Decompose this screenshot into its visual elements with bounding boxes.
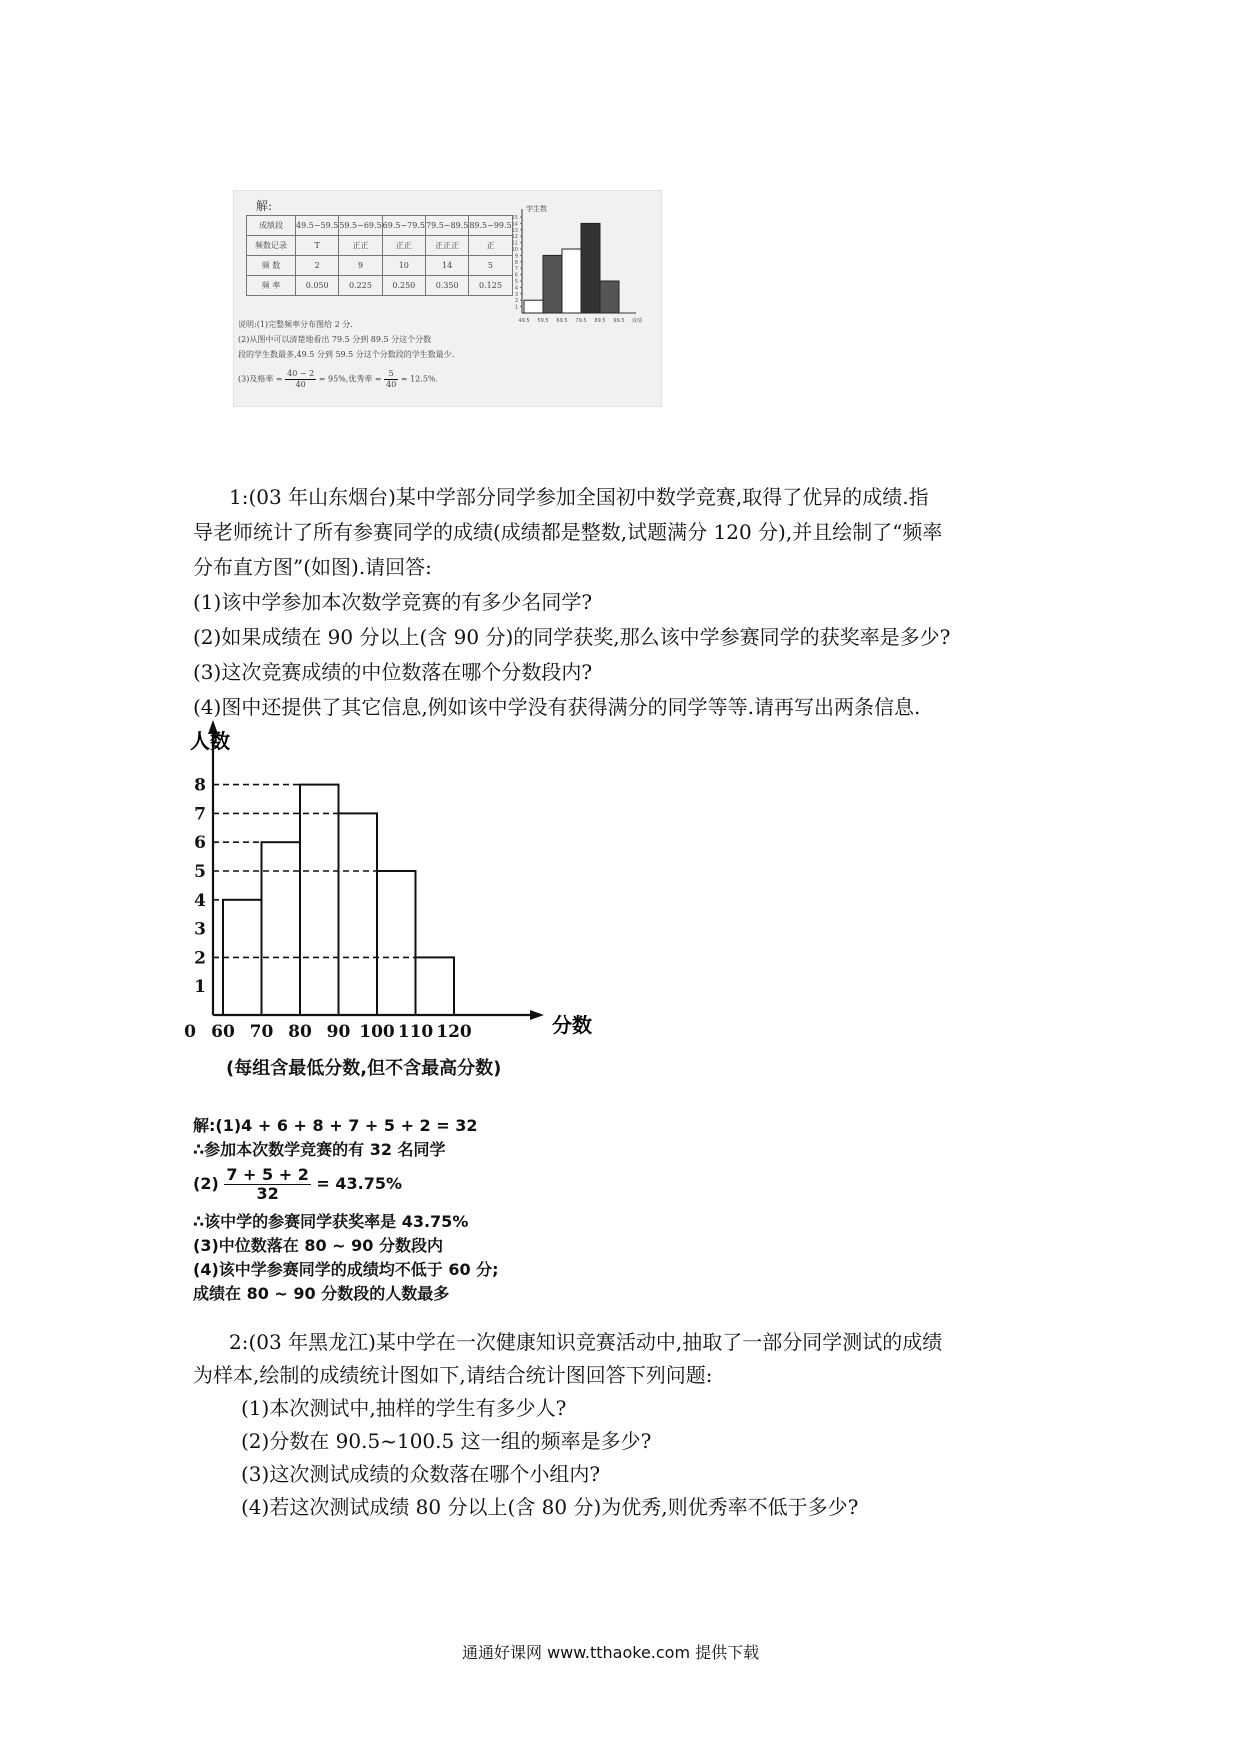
- mini-x-tick-label: 49.5: [518, 318, 530, 324]
- table-row: [247, 276, 513, 296]
- problem1-line: 导老师统计了所有参赛同学的成绩(成绩都是整数,试题满分 120 分),并且绘制了“频率: [193, 520, 943, 544]
- formula-text: (3)及格率 =: [238, 374, 283, 384]
- x-tick-label: 120: [436, 1022, 472, 1042]
- table-cell: T: [296, 236, 339, 256]
- problem1-line: 分布直方图”(如图).请回答:: [193, 555, 432, 579]
- mini-histogram-bar: [543, 255, 562, 313]
- x-tick-label: 100: [359, 1022, 395, 1042]
- histogram-bar: [262, 842, 301, 1015]
- mini-x-tick-label: 99.5: [613, 318, 625, 324]
- y-tick-label: 4: [194, 890, 206, 911]
- mini-y-tick-label: 3: [514, 291, 518, 298]
- scan-note: 段的学生数最多,49.5 分到 59.5 分这个分数段的学生数最少.: [238, 350, 455, 359]
- problem2-line: 为样本,绘制的成绩统计图如下,请结合统计图回答下列问题:: [193, 1363, 713, 1387]
- problem1-question: (4)图中还提供了其它信息,例如该中学没有获得满分的同学等等.请再写出两条信息.: [193, 695, 921, 719]
- y-tick-label: 8: [194, 775, 206, 796]
- x-tick-label: 90: [326, 1022, 351, 1042]
- fraction-numerator: 5: [384, 369, 398, 380]
- solution-line-fraction: [193, 1166, 402, 1203]
- table-cell: 0.125: [469, 276, 512, 296]
- mini-y-tick-label: 7: [514, 266, 518, 273]
- table-cell: 频数记录: [247, 236, 296, 256]
- mini-y-tick-label: 14: [511, 221, 518, 228]
- table-cell: 5: [469, 256, 512, 276]
- table-cell: 正: [469, 236, 512, 256]
- mini-histogram-bar: [581, 223, 600, 313]
- table-cell: 0.225: [339, 276, 382, 296]
- mini-histogram-bar: [524, 300, 543, 313]
- table-cell: 0.350: [425, 276, 468, 296]
- mini-y-tick-label: 4: [514, 285, 518, 292]
- fraction: [224, 1166, 311, 1203]
- x-tick-label: 70: [249, 1022, 274, 1042]
- y-tick-label: 2: [194, 948, 206, 969]
- table-cell: 频 率: [247, 276, 296, 296]
- mini-y-tick-label: 13: [511, 227, 518, 234]
- mini-y-tick-label: 11: [511, 240, 518, 247]
- histogram-bar: [377, 871, 416, 1015]
- footer-text: 通通好课网 www.tthaoke.com 提供下载: [462, 1643, 760, 1662]
- problem2-question: (1)本次测试中,抽样的学生有多少人?: [241, 1396, 567, 1420]
- mini-histogram: [504, 203, 654, 333]
- frequency-table: [246, 215, 513, 296]
- problem1-line: 1:(03 年山东烟台)某中学部分同学参加全国初中数学竞赛,取得了优异的成绩.指: [229, 485, 929, 509]
- mini-y-tick-label: 12: [511, 234, 518, 241]
- mini-y-tick-label: 1: [514, 304, 518, 311]
- solution-line: ∴该中学的参赛同学获奖率是 43.75%: [193, 1212, 469, 1231]
- table-cell: 14: [425, 256, 468, 276]
- table-cell: 正正正: [425, 236, 468, 256]
- table-cell: 频 数: [247, 256, 296, 276]
- mini-x-tick-label: 59.5: [537, 318, 549, 324]
- fraction-denominator: 40: [295, 380, 306, 389]
- mini-y-tick-label: 5: [514, 279, 518, 285]
- solution-line: 成绩在 80 ~ 90 分数段的人数最多: [193, 1284, 450, 1303]
- scan-note: 说明:(1)完整频率分布图给 2 分.: [238, 320, 353, 329]
- table-cell: 69.5~79.5: [382, 216, 425, 236]
- table-cell: 79.5~89.5: [425, 216, 468, 236]
- table-cell: 59.5~69.5: [339, 216, 382, 236]
- histogram-bar: [339, 813, 378, 1015]
- solution-line: 解:(1)4 + 6 + 8 + 7 + 5 + 2 = 32: [193, 1116, 478, 1135]
- problem2-question: (2)分数在 90.5~100.5 这一组的频率是多少?: [241, 1429, 652, 1453]
- fraction-denominator: 32: [256, 1184, 279, 1203]
- problem1-question: (3)这次竞赛成绩的中位数落在哪个分数段内?: [193, 660, 593, 684]
- fraction: [384, 369, 398, 390]
- table-cell: 正正: [382, 236, 425, 256]
- solution-line: ∴参加本次数学竞赛的有 32 名同学: [193, 1140, 446, 1159]
- mini-y-tick-label: 6: [514, 272, 518, 279]
- mini-x-tick-label: 79.5: [575, 318, 587, 324]
- formula-text: = 95%,优秀率 =: [318, 374, 382, 384]
- y-tick-label: 5: [194, 862, 206, 882]
- histogram-bars: [223, 785, 454, 1015]
- scanned-solution-image: [233, 190, 662, 407]
- fraction-numerator: 7 + 5 + 2: [226, 1165, 309, 1184]
- table-cell: 0.050: [296, 276, 339, 296]
- mini-y-axis-label: 学生数: [526, 205, 547, 213]
- problem2-question: (3)这次测试成绩的众数落在哪个小组内?: [241, 1462, 601, 1486]
- y-tick-label: 1: [194, 977, 206, 998]
- mini-y-tick-label: 2: [514, 298, 518, 305]
- x-tick-labels: [184, 1022, 472, 1042]
- mini-histogram-bar: [600, 281, 619, 313]
- mini-x-tick-label: 89.5: [594, 318, 606, 324]
- y-tick-label: 7: [194, 804, 206, 825]
- chart-caption: (每组含最低分数,但不含最高分数): [226, 1058, 502, 1079]
- x-axis-label: 分数: [552, 1013, 592, 1037]
- x-tick-label: 60: [211, 1022, 235, 1042]
- mini-histogram-bar: [562, 249, 581, 313]
- problem1-question: (1)该中学参加本次数学竞赛的有多少名同学?: [193, 590, 593, 614]
- table-cell: 0.250: [382, 276, 425, 296]
- x-tick-label: 0: [184, 1022, 196, 1042]
- fraction-denominator: 40: [386, 380, 397, 389]
- formula-text: = 12.5%.: [400, 374, 439, 384]
- mini-y-tick-label: 10: [511, 247, 518, 253]
- y-axis-label: 人数: [190, 729, 230, 753]
- y-tick-label: 6: [194, 833, 206, 854]
- histogram-bar: [416, 957, 455, 1015]
- problem1-question: (2)如果成绩在 90 分以上(含 90 分)的同学获奖,那么该中学参赛同学的获奖率是多少?: [193, 625, 951, 649]
- scan-header: 解:: [256, 199, 273, 213]
- table-cell: 成绩段: [247, 216, 296, 236]
- x-tick-label: 110: [397, 1022, 434, 1042]
- mini-y-tick-label: 8: [514, 259, 518, 266]
- x-tick-label: 80: [288, 1022, 312, 1042]
- mini-x-axis-label: 成绩: [632, 318, 643, 324]
- score-histogram: [180, 716, 600, 1052]
- solution-line: (3)中位数落在 80 ~ 90 分数段内: [193, 1236, 443, 1255]
- solution-text: (2): [193, 1174, 219, 1193]
- problem2-line: 2:(03 年黑龙江)某中学在一次健康知识竞赛活动中,抽取了一部分同学测试的成绩: [229, 1330, 943, 1354]
- scan-note-formula: [238, 369, 438, 390]
- table-cell: 9: [339, 256, 382, 276]
- x-axis-arrow: [530, 1010, 544, 1020]
- table-row: [247, 236, 513, 256]
- table-cell: 2: [296, 256, 339, 276]
- histogram-bar: [300, 785, 339, 1015]
- y-tick-label: 3: [194, 919, 206, 940]
- fraction: [285, 369, 316, 390]
- fraction-numerator: 40 − 2: [287, 369, 315, 378]
- table-row: [247, 256, 513, 276]
- solution-text: = 43.75%: [316, 1174, 403, 1193]
- solution-line: (4)该中学参赛同学的成绩均不低于 60 分;: [193, 1260, 499, 1279]
- table-cell: 89.5~99.5: [469, 216, 512, 236]
- scan-note: (2)从图中可以清楚地看出 79.5 分到 89.5 分这个分数: [238, 335, 432, 344]
- problem2-question: (4)若这次测试成绩 80 分以上(含 80 分)为优秀,则优秀率不低于多少?: [241, 1495, 859, 1519]
- table-cell: 正正: [339, 236, 382, 256]
- mini-y-tick-label: 15: [511, 215, 518, 221]
- table-row: [247, 216, 513, 236]
- mini-y-tick-label: 9: [514, 253, 518, 260]
- y-tick-labels: [194, 776, 206, 998]
- table-cell: 49.5~59.5: [296, 216, 339, 236]
- mini-x-tick-label: 69.5: [556, 318, 568, 324]
- table-cell: 10: [382, 256, 425, 276]
